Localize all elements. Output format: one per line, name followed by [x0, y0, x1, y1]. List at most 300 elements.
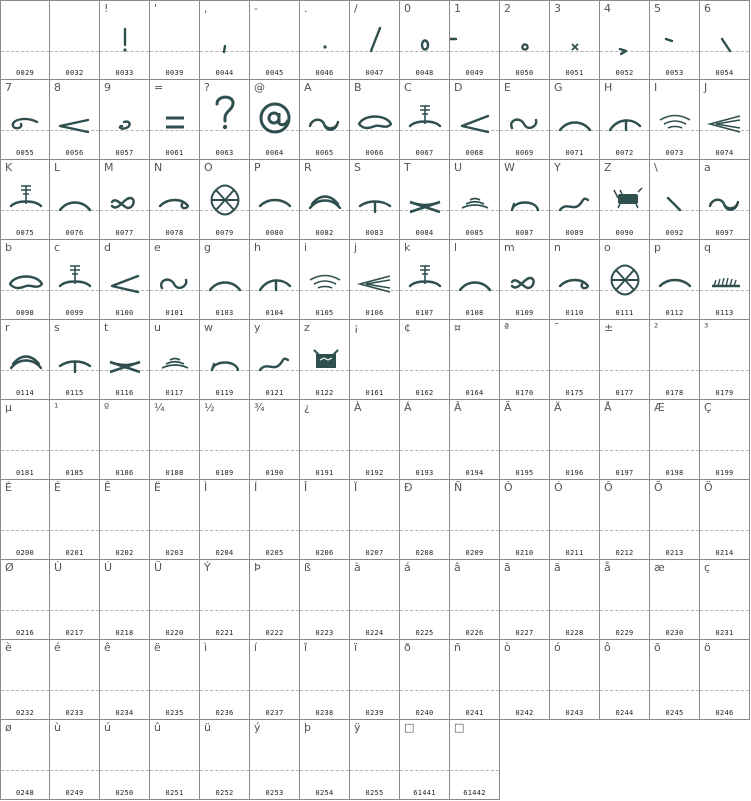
glyph-char-label: ñ	[454, 641, 461, 654]
glyph-cell-0104	[250, 240, 300, 320]
glyph-char-label: □	[454, 721, 465, 734]
glyph-cell-0078	[150, 160, 200, 240]
glyph-cell-0033	[100, 0, 150, 80]
glyph-code-label: 0221	[215, 629, 234, 637]
glyph-cell-0206	[300, 480, 350, 560]
glyph-cell-0251	[150, 720, 200, 800]
baseline-divider	[350, 610, 399, 611]
baseline-divider	[100, 770, 149, 771]
baseline-divider	[450, 690, 499, 691]
glyph-code-label: 0048	[415, 69, 434, 77]
wave-hook-glyph	[250, 320, 300, 400]
infinity-glyph	[100, 160, 150, 240]
glyph-char-label: Ì	[204, 481, 208, 494]
glyph-cell-0107	[400, 240, 450, 320]
glyph-code-label: 0112	[665, 309, 684, 317]
glyph-char-label: ,	[204, 2, 208, 15]
glyph-char-label: º	[104, 401, 110, 414]
glyph-code-label: 0098	[15, 309, 35, 317]
glyph-char-label: P	[254, 161, 261, 174]
glyph-cell-0242	[500, 640, 550, 720]
glyph-char-label: Ð	[404, 481, 413, 494]
glyph-code-label: 0218	[115, 629, 134, 637]
glyph-char-label: t	[104, 321, 109, 334]
arch-low-glyph	[250, 160, 300, 240]
wave-hook-glyph	[550, 160, 600, 240]
baseline-divider	[150, 51, 199, 52]
glyph-cell-0252	[200, 720, 250, 800]
glyph-code-label: 0186	[115, 469, 134, 477]
baseline-divider	[100, 530, 149, 531]
glyph-code-label: 0209	[465, 549, 484, 557]
glyph-char-label: K	[5, 161, 13, 174]
glyph-char-label: w	[204, 321, 213, 334]
glyph-cell-0067	[400, 80, 450, 160]
glyph-cell-0113	[700, 240, 750, 320]
baseline-divider	[400, 610, 449, 611]
glyph-code-label: 0071	[565, 149, 584, 157]
arch-hook-glyph	[600, 80, 650, 160]
glyph-char-label: i	[304, 241, 308, 254]
glyph-code-label: 0233	[65, 709, 84, 717]
glyph-cell-0111	[600, 240, 650, 320]
glyph-char-label: è	[5, 641, 12, 654]
baseline-divider	[350, 530, 399, 531]
glyph-code-label: 0245	[665, 709, 684, 717]
glyph-char-label: B	[354, 81, 362, 94]
baseline-divider	[1, 690, 49, 691]
wave-s-glyph	[700, 160, 750, 240]
glyph-code-label: 0122	[315, 389, 334, 397]
glyph-cell-0097	[700, 160, 750, 240]
baseline-divider	[700, 450, 749, 451]
glyph-cell-0061	[150, 80, 200, 160]
glyph-char-label: 6	[704, 2, 711, 15]
baseline-divider	[250, 770, 299, 771]
glyph-code-label: 0063	[215, 149, 234, 157]
glyph-char-label: N	[154, 161, 163, 174]
baseline-divider	[50, 690, 99, 691]
glyph-code-label: 0064	[265, 149, 284, 157]
baseline-divider	[450, 770, 499, 771]
glyph-char-label: Ñ	[454, 481, 463, 494]
glyph-code-label: 0164	[465, 389, 484, 397]
glyph-cell-0186	[100, 400, 150, 480]
glyph-char-label: 5	[654, 2, 661, 15]
glyph-code-label: 0033	[115, 69, 134, 77]
baseline-divider	[250, 51, 299, 52]
baseline-divider	[250, 530, 299, 531]
glyph-code-label: 0193	[415, 469, 434, 477]
glyph-char-label: o	[604, 241, 611, 254]
glyph-cell-0190	[250, 400, 300, 480]
double-arch-glyph	[1, 320, 50, 400]
glyph-cell-0237	[250, 640, 300, 720]
glyph-char-label: Õ	[654, 481, 663, 494]
glyph-cell-0175	[550, 320, 600, 400]
glyph-cell-0106	[350, 240, 400, 320]
glyph-code-label: 0114	[15, 389, 35, 397]
glyph-code-label: 0075	[15, 229, 35, 237]
glyph-code-label: 0061	[165, 149, 184, 157]
glyph-char-label: ã	[504, 561, 511, 574]
glyph-code-label: 0234	[115, 709, 134, 717]
glyph-char-label: e	[154, 241, 161, 254]
glyph-char-label: Ä	[554, 401, 562, 414]
baseline-divider	[600, 690, 649, 691]
baseline-divider	[350, 770, 399, 771]
glyph-code-label: 0243	[565, 709, 584, 717]
glyph-char-label: U	[454, 161, 463, 174]
glyph-cell-0207	[350, 480, 400, 560]
baseline-divider	[50, 530, 99, 531]
t-arch-glyph	[50, 320, 100, 400]
baseline-divider	[250, 690, 299, 691]
glyph-char-label: j	[354, 241, 358, 254]
baseline-divider	[550, 530, 599, 531]
arch-glyph	[450, 240, 500, 320]
glyph-code-label: 0224	[365, 629, 384, 637]
baseline-divider	[450, 530, 499, 531]
glyph-cell-0110	[550, 240, 600, 320]
glyph-code-label: 0087	[515, 229, 534, 237]
glyph-char-label: ú	[104, 721, 111, 734]
glyph-cell-0204	[200, 480, 250, 560]
glyph-code-label: 0188	[165, 469, 184, 477]
glyph-code-label: 0230	[665, 629, 684, 637]
glyph-cell-0198	[650, 400, 700, 480]
baseline-divider	[700, 610, 749, 611]
glyph-cell-0222	[250, 560, 300, 640]
glyph-char-label: Ù	[54, 561, 63, 574]
glyph-cell-0178	[650, 320, 700, 400]
glyph-cell-0229	[600, 560, 650, 640]
glyph-code-label: 0115	[65, 389, 84, 397]
glyph-cell-0119	[200, 320, 250, 400]
glyph-cell-0116	[100, 320, 150, 400]
glyph-char-label: ø	[5, 721, 12, 734]
glyph-cell-0211	[550, 480, 600, 560]
glyph-code-label: 0029	[15, 69, 35, 77]
baseline-divider	[500, 610, 549, 611]
glyph-char-label: ö	[704, 641, 711, 654]
baseline-divider	[550, 610, 599, 611]
glyph-code-label: 0068	[465, 149, 484, 157]
glyph-char-label: Y	[554, 161, 561, 174]
glyph-char-label: á	[404, 561, 411, 574]
glyph-char-label: /	[354, 2, 358, 15]
glyph-cell-0050	[500, 0, 550, 80]
glyph-code-label: 0097	[715, 229, 734, 237]
glyph-cell-0179	[700, 320, 750, 400]
glyph-code-label: 0249	[65, 789, 84, 797]
glyph-code-label: 0056	[65, 149, 84, 157]
baseline-divider	[500, 370, 549, 371]
baseline-divider	[650, 450, 699, 451]
glyph-char-label: 2	[504, 2, 511, 15]
glyph-code-label: 0240	[415, 709, 434, 717]
glyph-code-label: 0170	[515, 389, 534, 397]
glyph-code-label: 0047	[365, 69, 384, 77]
glyph-char-label: Ý	[204, 561, 211, 574]
glyph-code-label: 0065	[315, 149, 334, 157]
glyph-code-label: 0208	[415, 549, 434, 557]
glyph-cell-0234	[100, 640, 150, 720]
glyph-char-label: Ó	[554, 481, 563, 494]
baseline-divider	[600, 530, 649, 531]
glyph-code-label: 0217	[65, 629, 84, 637]
question-glyph	[200, 80, 250, 160]
glyph-code-label: 0181	[15, 469, 35, 477]
glyph-code-label: 0236	[215, 709, 234, 717]
glyph-cell-0245	[650, 640, 700, 720]
glyph-code-label: 0210	[515, 549, 534, 557]
glyph-code-label: 0039	[165, 69, 184, 77]
wave-s-glyph	[300, 80, 350, 160]
glyph-cell-0161	[350, 320, 400, 400]
glyph-code-label: 0251	[165, 789, 184, 797]
glyph-char-label: ?	[204, 81, 210, 94]
glyph-code-label: 0246	[715, 709, 734, 717]
creature-glyph	[600, 160, 650, 240]
eye-glyph	[350, 80, 400, 160]
glyph-cell-0045	[250, 0, 300, 80]
arch-glyph	[550, 80, 600, 160]
glyph-char-label: ð	[404, 641, 411, 654]
glyph-cell-0089	[550, 160, 600, 240]
glyph-code-label: 0197	[615, 469, 634, 477]
glyph-code-label: 61442	[463, 789, 486, 797]
glyph-code-label: 0046	[315, 69, 334, 77]
glyph-code-label: 0222	[265, 629, 284, 637]
glyph-code-label: 0232	[15, 709, 35, 717]
glyph-cell-0051	[550, 0, 600, 80]
glyph-char-label: I	[654, 81, 658, 94]
less-glyph	[50, 80, 100, 160]
comb-glyph	[700, 240, 750, 320]
baseline-divider	[1, 51, 49, 52]
baseline-divider	[600, 450, 649, 451]
glyph-char-label: ¾	[254, 401, 265, 414]
glyph-char-label: 3	[554, 2, 561, 15]
glyph-char-label: ß	[304, 561, 311, 574]
glyph-char-label: Ø	[5, 561, 14, 574]
glyph-code-label: 0223	[315, 629, 334, 637]
glyph-char-label: ¹	[54, 401, 59, 414]
glyph-cell-0238	[300, 640, 350, 720]
glyph-char-label: h	[254, 241, 261, 254]
glyph-code-label: 0162	[415, 389, 434, 397]
glyph-char-label: O	[204, 161, 213, 174]
glyph-cell-0225	[400, 560, 450, 640]
glyph-code-label: 0228	[565, 629, 584, 637]
glyph-char-label: H	[604, 81, 613, 94]
glyph-cell-0199	[700, 400, 750, 480]
glyph-char-label: ý	[254, 721, 261, 734]
glyph-char-label: b	[5, 241, 12, 254]
glyph-char-label: 7	[5, 81, 12, 94]
glyph-code-label: 0201	[65, 549, 84, 557]
glyph-code-label: 0206	[315, 549, 334, 557]
arch-bars-glyph	[400, 80, 450, 160]
glyph-code-label: 0121	[265, 389, 284, 397]
glyph-code-label: 0082	[315, 229, 334, 237]
glyph-cell-0085	[450, 160, 500, 240]
glyph-code-label: 0237	[265, 709, 284, 717]
glyph-char-label: !	[104, 2, 109, 15]
glyph-char-label: M	[104, 161, 114, 174]
glyph-code-label: 0092	[665, 229, 684, 237]
glyph-code-label: 0044	[215, 69, 234, 77]
glyph-char-label: Å	[604, 401, 612, 414]
arch-bars-glyph	[1, 160, 50, 240]
baseline-divider	[50, 51, 99, 52]
glyph-char-label: L	[54, 161, 61, 174]
glyph-char-label: ¿	[304, 401, 310, 414]
glyph-cell-0108	[450, 240, 500, 320]
glyph-code-label: 0080	[265, 229, 284, 237]
glyph-cell-0053	[650, 0, 700, 80]
baseline-divider	[600, 610, 649, 611]
baseline-divider	[650, 370, 699, 371]
glyph-char-label: m	[504, 241, 515, 254]
baseline-divider	[400, 370, 449, 371]
glyph-cell-0191	[300, 400, 350, 480]
glyph-cell-0114	[0, 320, 50, 400]
glyph-cell-0232	[0, 640, 50, 720]
curl-left-glyph	[1, 80, 50, 160]
glyph-code-label: 0119	[215, 389, 234, 397]
glyph-cell-0231	[700, 560, 750, 640]
glyph-char-label: ¯	[554, 321, 560, 334]
baseline-divider	[150, 690, 199, 691]
ripple-glyph	[150, 320, 200, 400]
glyph-cell-0087	[500, 160, 550, 240]
glyph-code-label: 0099	[65, 309, 84, 317]
glyph-char-label: Ò	[504, 481, 513, 494]
glyph-code-label: 0054	[715, 69, 734, 77]
glyph-char-label: ë	[154, 641, 161, 654]
glyph-cell-0115	[50, 320, 100, 400]
baseline-divider	[200, 690, 249, 691]
glyph-cell-0216	[0, 560, 50, 640]
glyph-cell-0109	[500, 240, 550, 320]
glyph-cell-0044	[200, 0, 250, 80]
glyph-cell-0208	[400, 480, 450, 560]
glyph-cell-0112	[650, 240, 700, 320]
glyph-code-label: 0255	[365, 789, 384, 797]
glyph-code-label: 0067	[415, 149, 434, 157]
glyph-code-label: 0231	[715, 629, 734, 637]
arch-curl-glyph	[150, 160, 200, 240]
glyph-code-label: 0177	[615, 389, 634, 397]
glyph-char-label: ¢	[404, 321, 411, 334]
glyph-char-label: J	[704, 81, 708, 94]
glyph-char-label: î	[304, 641, 308, 654]
glyph-cell-0246	[700, 640, 750, 720]
glyph-char-label: Ö	[704, 481, 713, 494]
glyph-cell-0248	[0, 720, 50, 800]
glyph-code-label: 0227	[515, 629, 534, 637]
glyph-char-label: Ê	[104, 481, 111, 494]
glyph-code-label: 61441	[413, 789, 436, 797]
glyph-cell-0181	[0, 400, 50, 480]
glyph-code-label: 0103	[215, 309, 234, 317]
glyph-char-label: Í	[254, 481, 258, 494]
baseline-divider	[300, 770, 349, 771]
baseline-divider	[1, 770, 49, 771]
glyph-code-label: 0225	[415, 629, 434, 637]
baseline-divider	[300, 530, 349, 531]
knot-glyph	[600, 240, 650, 320]
glyph-code-label: 0185	[65, 469, 84, 477]
glyph-cell-0084	[400, 160, 450, 240]
glyph-cell-0064	[250, 80, 300, 160]
baseline-divider	[650, 610, 699, 611]
glyph-cell-0046	[300, 0, 350, 80]
baseline-divider	[1, 450, 49, 451]
glyph-char-label: ¤	[454, 321, 461, 334]
glyph-char-label: Â	[454, 401, 462, 414]
glyph-cell-0228	[550, 560, 600, 640]
glyph-cell-0057	[100, 80, 150, 160]
baseline-divider	[700, 690, 749, 691]
baseline-divider	[500, 450, 549, 451]
glyph-cell-0092	[650, 160, 700, 240]
glyph-char-label: @	[254, 81, 265, 94]
glyph-cell-0250	[100, 720, 150, 800]
baseline-divider	[50, 610, 99, 611]
glyph-char-label: ä	[554, 561, 561, 574]
bow-glyph	[400, 160, 450, 240]
glyph-cell-0195	[500, 400, 550, 480]
glyph-cell-0243	[550, 640, 600, 720]
glyph-code-label: 0254	[315, 789, 334, 797]
glyph-char-label: 4	[604, 2, 611, 15]
glyph-cell-0203	[150, 480, 200, 560]
arch-hook-glyph	[250, 240, 300, 320]
glyph-code-label: 0052	[615, 69, 634, 77]
glyph-code-label: 0214	[715, 549, 734, 557]
glyph-char-label: Ô	[604, 481, 613, 494]
glyph-char-label: .	[304, 2, 308, 15]
glyph-char-label: G	[554, 81, 563, 94]
glyph-char-label: À	[354, 401, 362, 414]
arch-open-glyph	[500, 160, 550, 240]
glyph-cell-0098	[0, 240, 50, 320]
glyph-char-label: 8	[54, 81, 61, 94]
glyph-code-label: 0204	[215, 549, 234, 557]
glyph-char-label: ±	[604, 321, 614, 334]
glyph-char-label: \	[654, 161, 658, 174]
glyph-cell-0214	[700, 480, 750, 560]
wave-s2-glyph	[500, 80, 550, 160]
chevron-left-glyph	[450, 80, 500, 160]
glyph-code-label: 0072	[615, 149, 634, 157]
arch-curl-glyph	[550, 240, 600, 320]
glyph-cell-0236	[200, 640, 250, 720]
glyph-cell-0052	[600, 0, 650, 80]
glyph-cell-0235	[150, 640, 200, 720]
glyph-code-label: 0104	[265, 309, 284, 317]
glyph-code-label: 0192	[365, 469, 384, 477]
glyph-code-label: 0113	[715, 309, 734, 317]
glyph-char-label: Ü	[154, 561, 163, 574]
glyph-code-label: 0090	[615, 229, 634, 237]
glyph-cell-0032	[50, 0, 100, 80]
glyph-char-label: Þ	[254, 561, 261, 574]
glyph-char-label: Î	[304, 481, 308, 494]
